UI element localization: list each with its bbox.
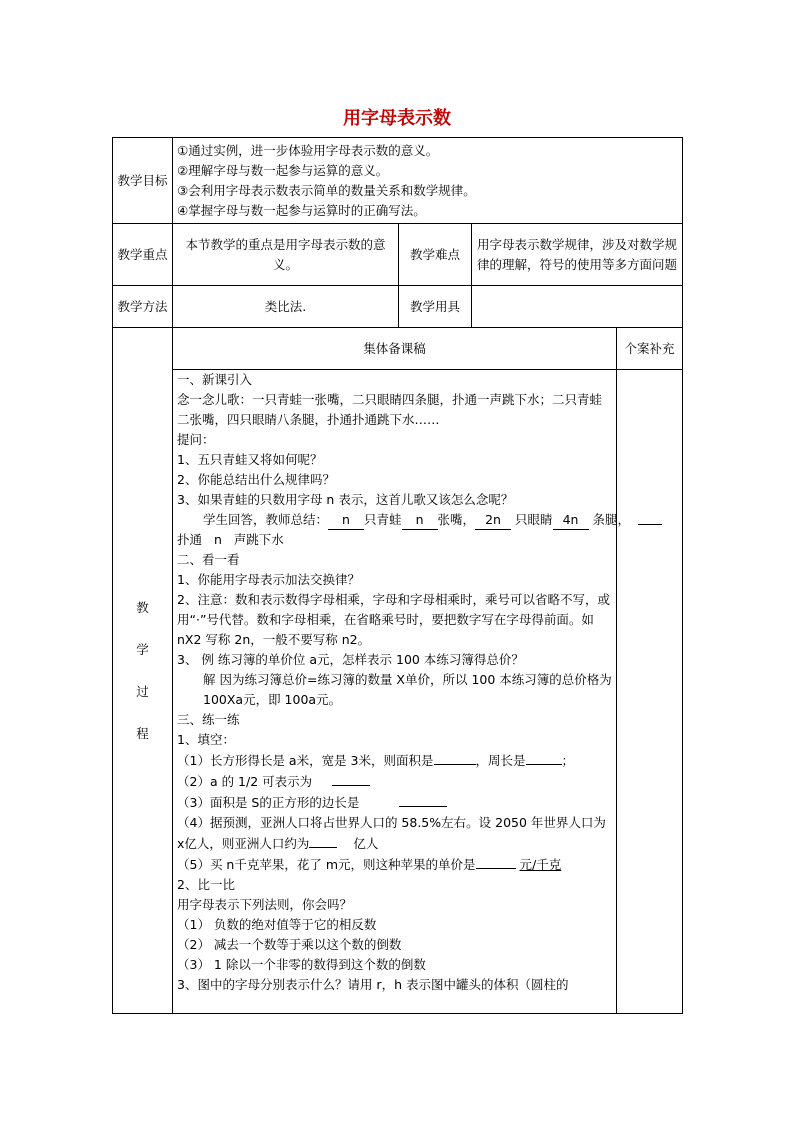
section-heading: 二、看一看 xyxy=(177,552,240,567)
blank-line xyxy=(309,833,337,848)
rule-item: （3） 1 除以一个非零的数得到这个数的倒数 xyxy=(177,957,426,972)
section-heading: 三、练一练 xyxy=(177,712,240,727)
tools-label: 教学用具 xyxy=(399,286,472,328)
answer-blank: 4n xyxy=(553,511,589,530)
rule-item: （1） 负数的绝对值等于它的相反数 xyxy=(177,917,377,932)
difficulty-value: 用字母表示数学规律，涉及对数学规律的理解，符号的使用等多方面问题 xyxy=(472,224,683,286)
answer-value: n xyxy=(213,532,222,547)
blank-line xyxy=(399,792,447,807)
supplement-header: 个案补充 xyxy=(617,328,683,370)
exercise-item: （3）面积是 S的正方形的边长是 xyxy=(177,792,612,813)
goal-item: ①通过实例，进一步体验用字母表示数的意义。 xyxy=(177,142,439,158)
exercise-item: （2）a 的 1/2 可表示为 xyxy=(177,771,612,792)
goals-row xyxy=(113,138,683,224)
blank-line xyxy=(332,771,370,786)
answer-blank: n xyxy=(328,511,364,530)
supplement-cell xyxy=(617,370,683,1014)
paragraph: 1、你能用字母表示加法交换律？ xyxy=(177,572,360,587)
exercise-item: （5）买 n千克苹果，花了 m元，则这种苹果的单价是 元/千克 xyxy=(177,854,612,875)
page-title: 用字母表示数 xyxy=(343,108,451,129)
process-label-char: 学 xyxy=(136,641,149,657)
exercise-item: （1）长方形得长是 a米，宽是 3米，则面积是 ，周长是 ； xyxy=(177,750,612,771)
answer-blank: 2n xyxy=(475,511,511,530)
supplement-dash xyxy=(638,524,662,525)
lesson-plan-table xyxy=(112,137,683,1014)
goals-label: 教学目标 xyxy=(113,138,173,224)
paragraph: 1、填空： xyxy=(177,732,235,747)
focus-label: 教学重点 xyxy=(113,224,173,286)
paragraph: 2、你能总结出什么规律吗？ xyxy=(177,472,335,487)
paragraph: 1、五只青蛙又将如何呢？ xyxy=(177,452,323,467)
process-label-char: 教 xyxy=(136,599,149,615)
blank-line xyxy=(434,750,476,765)
method-value: 类比法. xyxy=(173,286,399,328)
exercise-item: （4）据预测，亚洲人口将占世界人口的 58.5%左右。设 2050 年世界人口为 x亿人，则亚洲人口约为 亿人 xyxy=(177,815,606,851)
paragraph: 提问： xyxy=(177,432,215,447)
process-label xyxy=(113,328,173,1014)
blank-line xyxy=(526,750,562,765)
blank-line xyxy=(476,854,516,869)
tools-value xyxy=(472,286,683,328)
method-row xyxy=(113,286,683,328)
method-label: 教学方法 xyxy=(113,286,173,328)
process-body-row xyxy=(113,370,683,1014)
paragraph: 3、 例 练习簿的单价位 a元，怎样表示 100 本练习簿得总价？ xyxy=(177,652,524,667)
summary-line-2: 扑通 n 声跳下水 xyxy=(177,532,284,547)
paragraph: 3、如果青蛙的只数用字母 n 表示，这首儿歌又该怎么念呢？ xyxy=(177,492,514,507)
process-header: 集体备课稿 xyxy=(173,328,617,370)
process-label-char: 过 xyxy=(136,683,149,699)
answer-blank: n xyxy=(402,511,438,530)
difficulty-label: 教学难点 xyxy=(399,224,472,286)
process-content xyxy=(173,370,631,1014)
process-header-row xyxy=(113,328,683,370)
rule-item: （2） 减去一个数等于乘以这个数的倒数 xyxy=(177,937,402,952)
section-heading: 一、新课引入 xyxy=(177,372,253,387)
paragraph: 用字母表示下列法则，你会吗？ xyxy=(177,897,353,912)
goal-item: ③会利用字母表示数表示简单的数量关系和数学规律。 xyxy=(177,182,476,198)
paragraph: 解 因为练习簿总价=练习簿的数量 X单价，所以 100 本练习簿的总价格为 100Xa元，即 100a元。 xyxy=(203,672,612,707)
paragraph: 念一念儿歌：一只青蛙一张嘴，二只眼睛四条腿，扑通一声跳下水；二只青蛙二张嘴，四只眼睛八条腿，扑通扑通跳下水…… xyxy=(177,392,603,427)
paragraph: 3、图中的字母分别表示什么？请用 r，h 表示图中罐头的体积（圆柱的 xyxy=(177,977,569,992)
goals-content xyxy=(173,138,683,224)
focus-row xyxy=(113,224,683,286)
goal-item: ④掌握字母与数一起参与运算时的正确写法。 xyxy=(177,202,426,218)
summary-line: 学生回答，教师总结： n 只青蛙 n 张嘴， 2n 只眼睛 4n 条腿， xyxy=(177,510,612,530)
focus-value: 本节教学的重点是用字母表示数的意义。 xyxy=(173,224,399,286)
paragraph: 2、比一比 xyxy=(177,877,235,892)
goal-item: ②理解字母与数一起参与运算的意义。 xyxy=(177,162,389,178)
process-label-char: 程 xyxy=(136,725,149,741)
paragraph: 2、注意：数和表示数得字母相乘，字母和字母相乘时，乘号可以省略不写，或用“·”号代替。数和字母相乘，在省略乘号时，要把数字写在字母得前面。如nX2 写称 2n，一般不要写称 n2。 xyxy=(177,592,610,647)
